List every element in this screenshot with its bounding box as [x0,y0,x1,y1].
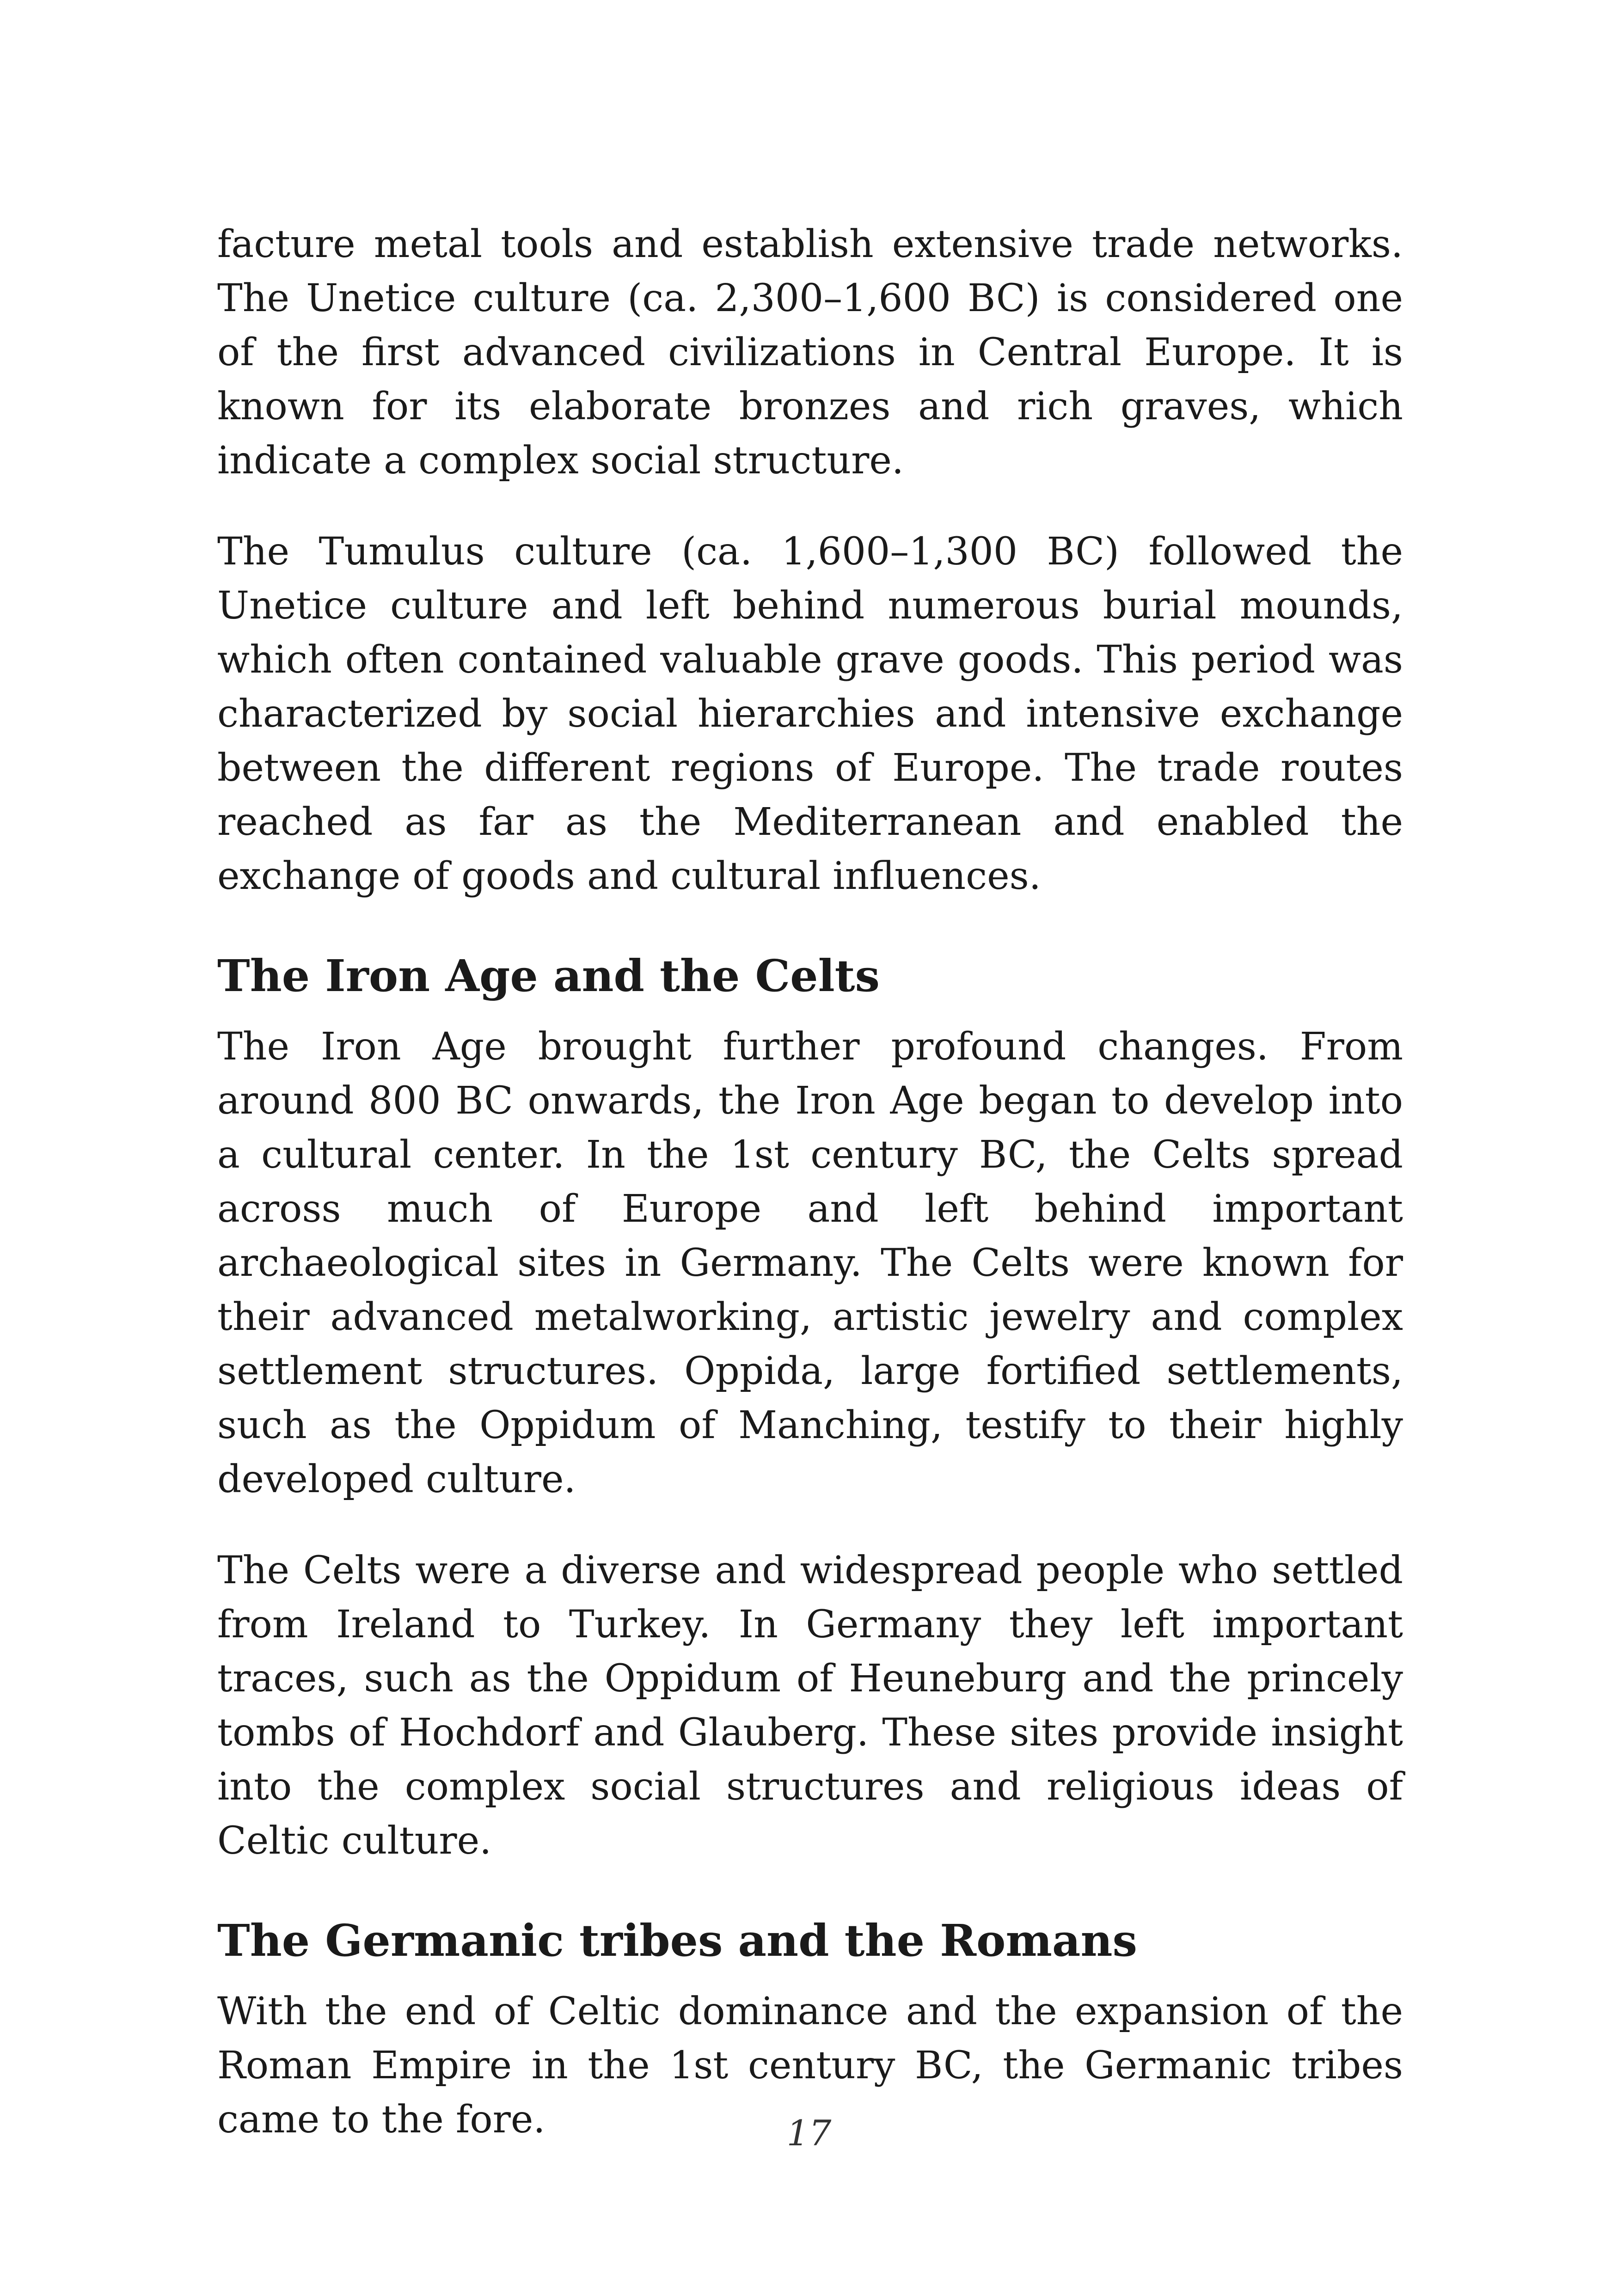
page-body [217,217,1403,2147]
paragraph: The Iron Age brought further profound changes. From around 800 BC onwards, the Iron Age began to develop into a cultural center. In the 1st century BC, the Celts spread across much of Europe and left behind important archaeological sites in Germany. The Celts were known for their advanced metalworking, artistic jewelry and complex settlement structures. Oppida, large fortified settlements, such as the Oppidum of Manching, testify to their highly developed culture. [217,1025,1403,1501]
paragraph: With the end of Celtic dominance and the expansion of the Roman Empire in the 1st century BC, the Germanic tribes came to the fore. [217,1990,1403,2142]
page-number: 17 [786,2112,832,2154]
section-heading: The Iron Age and the Celts [217,950,880,1002]
section-heading: The Germanic tribes and the Romans [217,1915,1138,1966]
paragraph: The Celts were a diverse and widespread people who settled from Ireland to Turkey. In Germany they left important traces, such as the Oppidum of Heuneburg and the princely tombs of Hochdorf and Glauberg. These sites provide insight into the complex social structures and religious ideas of Celtic culture. [217,1549,1403,1863]
paragraph: The Tumulus culture (ca. 1,600–1,300 BC) followed the Unetice culture and left behind numerous burial mounds, which often contained valuable grave goods. This period was characterized by social hierarchies and intensive exchange between the different regions of Europe. The trade routes reached as far as the Mediterranean and enabled the exchange of goods and cultural influences. [217,530,1403,898]
paragraph: facture metal tools and establish extensive trade networks. The Unetice culture (ca. 2,300–1,600 BC) is considered one of the first advanced civilizations in Central Europe. It is known for its elaborate bronzes and rich graves, which indicate a complex social structure. [217,222,1403,483]
